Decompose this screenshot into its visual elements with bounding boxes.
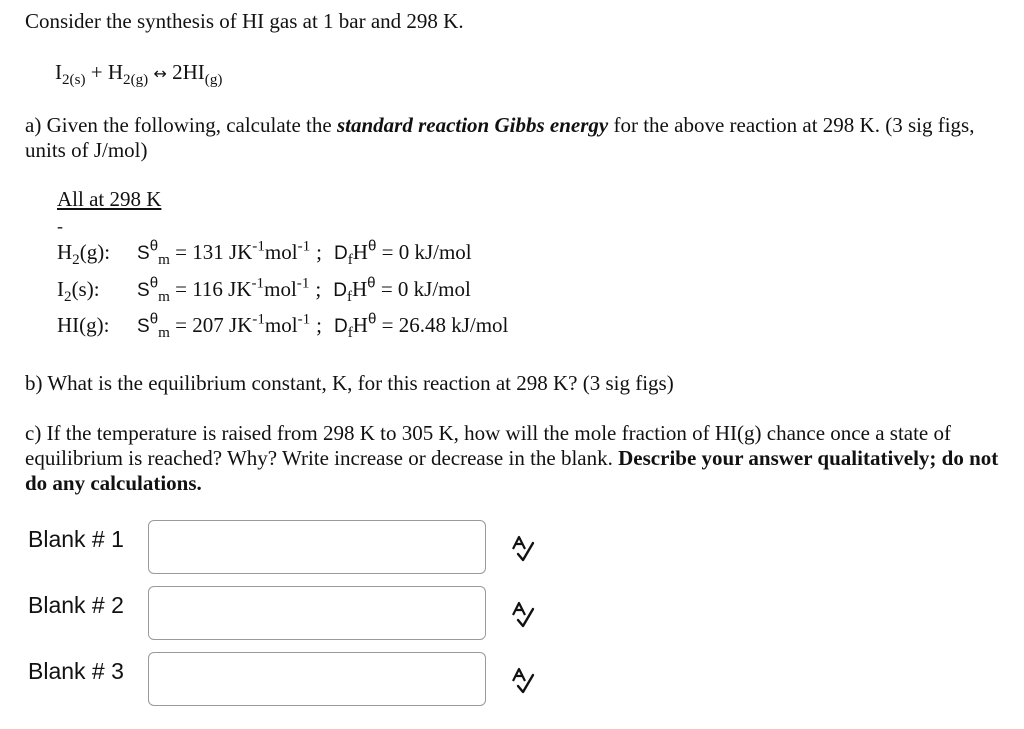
blank-2-label: Blank # 2 — [28, 592, 124, 618]
entropy-value: = 131 JK — [175, 240, 253, 264]
blank-1-input[interactable] — [148, 520, 486, 574]
delta-symbol: D — [334, 316, 348, 337]
product: $2HI_{(g)}$ — [172, 60, 223, 88]
reactant-2: $H_{2(g)}$ — [107, 60, 149, 88]
species-label: $H_2(g)$: — [57, 240, 111, 268]
blank-2-input[interactable] — [148, 586, 486, 640]
entropy-symbol: S — [137, 243, 150, 264]
intro-text: Consider the synthesis of HI gas at 1 bar and 298 K. — [25, 9, 464, 33]
table-header: All at 298 K — [57, 187, 162, 211]
part-b-question: b) What is the equilibrium constant, K, for this reaction at 298 K? (3 sig figs) — [25, 371, 674, 395]
spellcheck-icon[interactable] — [510, 601, 536, 629]
delta-symbol: D — [334, 243, 348, 264]
blank-1-label: Blank # 1 — [28, 526, 124, 552]
table-dash: - — [57, 216, 63, 236]
blank-3-label: Blank # 3 — [28, 658, 124, 684]
spellcheck-icon[interactable] — [510, 667, 536, 695]
thermo-row: $H_2(g)$: $S^\theta_m = 131$ $JK^{-1}mol^{-1}$ ; $D_fH^\theta = 0$ kJ/mol — [57, 237, 472, 268]
enthalpy-value: = 26.48 kJ/mol — [381, 313, 509, 337]
species-label: HI(g): — [57, 313, 110, 337]
species-label: $I_2(s)$: — [57, 277, 100, 305]
reaction-equation — [55, 60, 223, 88]
part-a-question: a) Given the following, calculate the standard reaction Gibbs energy for the above reaction at 298 K. (3 sig figs, units of J/mol) — [25, 113, 975, 162]
delta-symbol: D — [333, 280, 347, 301]
entropy-value: = 207 JK — [175, 313, 253, 337]
plus-sign: + — [90, 60, 103, 84]
blank-3-input[interactable] — [148, 652, 486, 706]
entropy-symbol: S — [137, 280, 150, 301]
equilibrium-arrow-icon: ↔ — [153, 64, 167, 83]
enthalpy-value: = 0 kJ/mol — [381, 240, 472, 264]
reactant-1: $I_{2(s)}$ — [55, 60, 86, 88]
entropy-symbol: S — [137, 316, 150, 337]
entropy-value: = 116 JK — [175, 277, 252, 301]
thermo-row: HI(g): $S^\theta_m = 207$ $JK^{-1}mol^{-1}$ ; $D_fH^\theta = 26.48$ kJ/mol — [57, 310, 509, 341]
spellcheck-icon[interactable] — [510, 535, 536, 563]
part-c-question: c) If the temperature is raised from 298 K to 305 K, how will the mole fraction of HI(g) chance once a state of equilibrium is reached? Why? Write increase or decrease in the blank. Describe your answer qualitatively; do not do any calculations. — [25, 421, 999, 495]
thermo-row: $I_2(s)$: $S^\theta_m = 116$ $JK^{-1}mol^{-1}$ ; $D_fH^\theta = 0$ kJ/mol — [57, 274, 471, 305]
enthalpy-value: = 0 kJ/mol — [380, 277, 471, 301]
